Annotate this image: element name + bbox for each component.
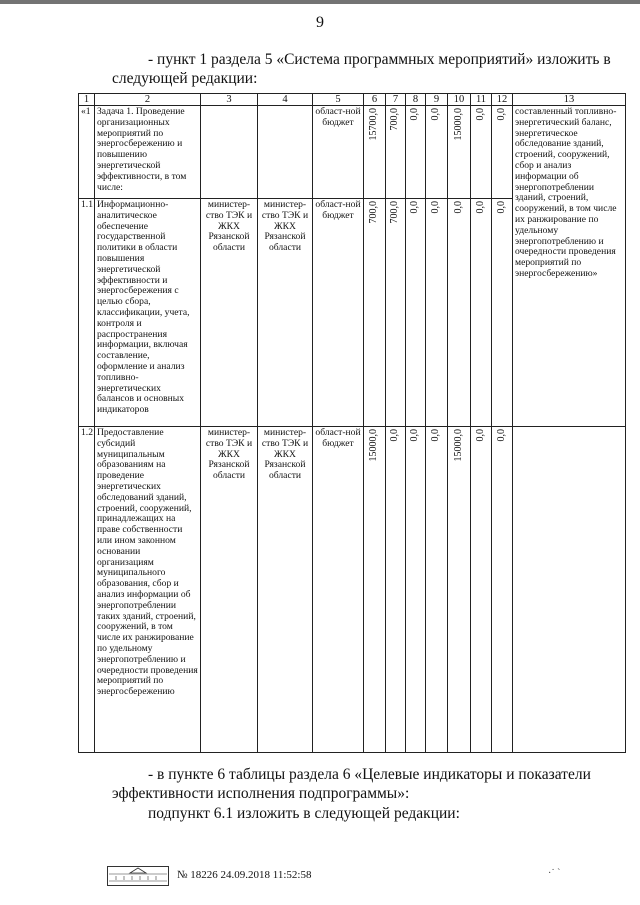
value-year-4: 15000,0 (452, 429, 464, 462)
intro-line-2: следующей редакции: (112, 70, 258, 87)
coexecutor: министер-ство ТЭК и ЖКХ Рязанской области (258, 199, 313, 427)
value-year-2: 0,0 (409, 108, 421, 121)
registration-number: № 18226 24.09.2018 11:52:58 (177, 869, 312, 881)
coexecutor (258, 106, 313, 199)
value-year-1: 700,0 (389, 201, 401, 224)
value-year-5: 0,0 (474, 108, 486, 121)
value-year-2: 0,0 (409, 429, 421, 442)
value-year-6: 0,0 (495, 108, 507, 121)
page-number: 9 (316, 14, 324, 31)
value-total: 15000,0 (368, 429, 380, 462)
col-header-11: 11 (471, 94, 492, 106)
activity-name: Задача 1. Проведение организационных мероприятий по энергосбережению и повышению энергетической эффективности, в том числе: (95, 106, 201, 199)
executor: министер-ство ТЭК и ЖКХ Рязанской области (201, 199, 258, 427)
expected-result-empty (513, 427, 626, 753)
col-header-4: 4 (258, 94, 313, 106)
expected-result: составленный топливно-энергетический баланс, энергетическое обследование зданий, строений, сооружений, сбор и анализ информации об энергопотреблении зданий, строений, сооружений, в том числе их ранжирование по удельному энергопотреблению и очередности проведения мероприятий по энергосбережению» (513, 106, 626, 427)
coexecutor: министер-ство ТЭК и ЖКХ Рязанской области (258, 427, 313, 753)
col-header-12: 12 (492, 94, 513, 106)
value-year-1: 0,0 (389, 429, 401, 442)
value-year-5: 0,0 (474, 201, 486, 214)
table-row (79, 106, 626, 199)
col-header-5: 5 (313, 94, 364, 106)
building-stamp-icon (107, 866, 169, 886)
value-year-3: 0,0 (430, 429, 442, 442)
col-header-7: 7 (386, 94, 406, 106)
intro-line-1: - пункт 1 раздела 5 «Система программных мероприятий» изложить в (148, 51, 611, 68)
value-year-3: 0,0 (430, 108, 442, 121)
row-number: «1 (79, 106, 95, 199)
executor: министер-ство ТЭК и ЖКХ Рязанской области (201, 427, 258, 753)
col-header-10: 10 (448, 94, 471, 106)
value-year-5: 0,0 (474, 429, 486, 442)
col-header-6: 6 (364, 94, 386, 106)
handwritten-mark: ·˙ ˋ (548, 868, 561, 879)
value-year-6: 0,0 (495, 429, 507, 442)
after-line-1: - в пункте 6 таблицы раздела 6 «Целевые индикаторы и показатели (148, 766, 591, 783)
col-header-2: 2 (95, 94, 201, 106)
program-activities-table (78, 93, 626, 753)
activity-name: Предоставление субсидий муниципальным образованиям на проведение энергетических обследований зданий, строений, сооружений, принадлежащих на праве собственности или ином законном основании организациям муниципального образования, сбор и анализ информации об энергопотреблении таких зданий, строений, сооружений, в том числе их ранжирование по удельному энергопотреблению и очередности проведения мероприятий по энергосбережению (95, 427, 201, 753)
value-year-4: 0,0 (452, 201, 464, 214)
value-year-4: 15000,0 (452, 108, 464, 141)
col-header-9: 9 (426, 94, 448, 106)
funding-source: област-ной бюджет (313, 427, 364, 753)
after-line-3: подпункт 6.1 изложить в следующей редакции: (148, 805, 460, 822)
funding-source: област-ной бюджет (313, 199, 364, 427)
header-row (79, 94, 626, 106)
value-year-6: 0,0 (495, 201, 507, 214)
col-header-3: 3 (201, 94, 258, 106)
executor (201, 106, 258, 199)
value-year-2: 0,0 (409, 201, 421, 214)
activity-name: Информационно-аналитическое обеспечение государственной политики в области повышения энергетической эффективности и энергосбережения с целью сбора, классификации, учета, контроля и распространения информации, включая составление, оформление и анализ топливно-энергетических балансов и основных индикаторов (95, 199, 201, 427)
funding-source: област-ной бюджет (313, 106, 364, 199)
col-header-8: 8 (406, 94, 426, 106)
table-row (79, 427, 626, 753)
value-year-3: 0,0 (430, 201, 442, 214)
row-number: 1.1 (79, 199, 95, 427)
col-header-1: 1 (79, 94, 95, 106)
col-header-13: 13 (513, 94, 626, 106)
row-number: 1.2 (79, 427, 95, 753)
value-total: 15700,0 (368, 108, 380, 141)
after-line-2: эффективности исполнения подпрограммы»: (112, 785, 410, 802)
value-total: 700,0 (368, 201, 380, 224)
value-year-1: 700,0 (389, 108, 401, 131)
scan-top-edge (0, 0, 640, 4)
